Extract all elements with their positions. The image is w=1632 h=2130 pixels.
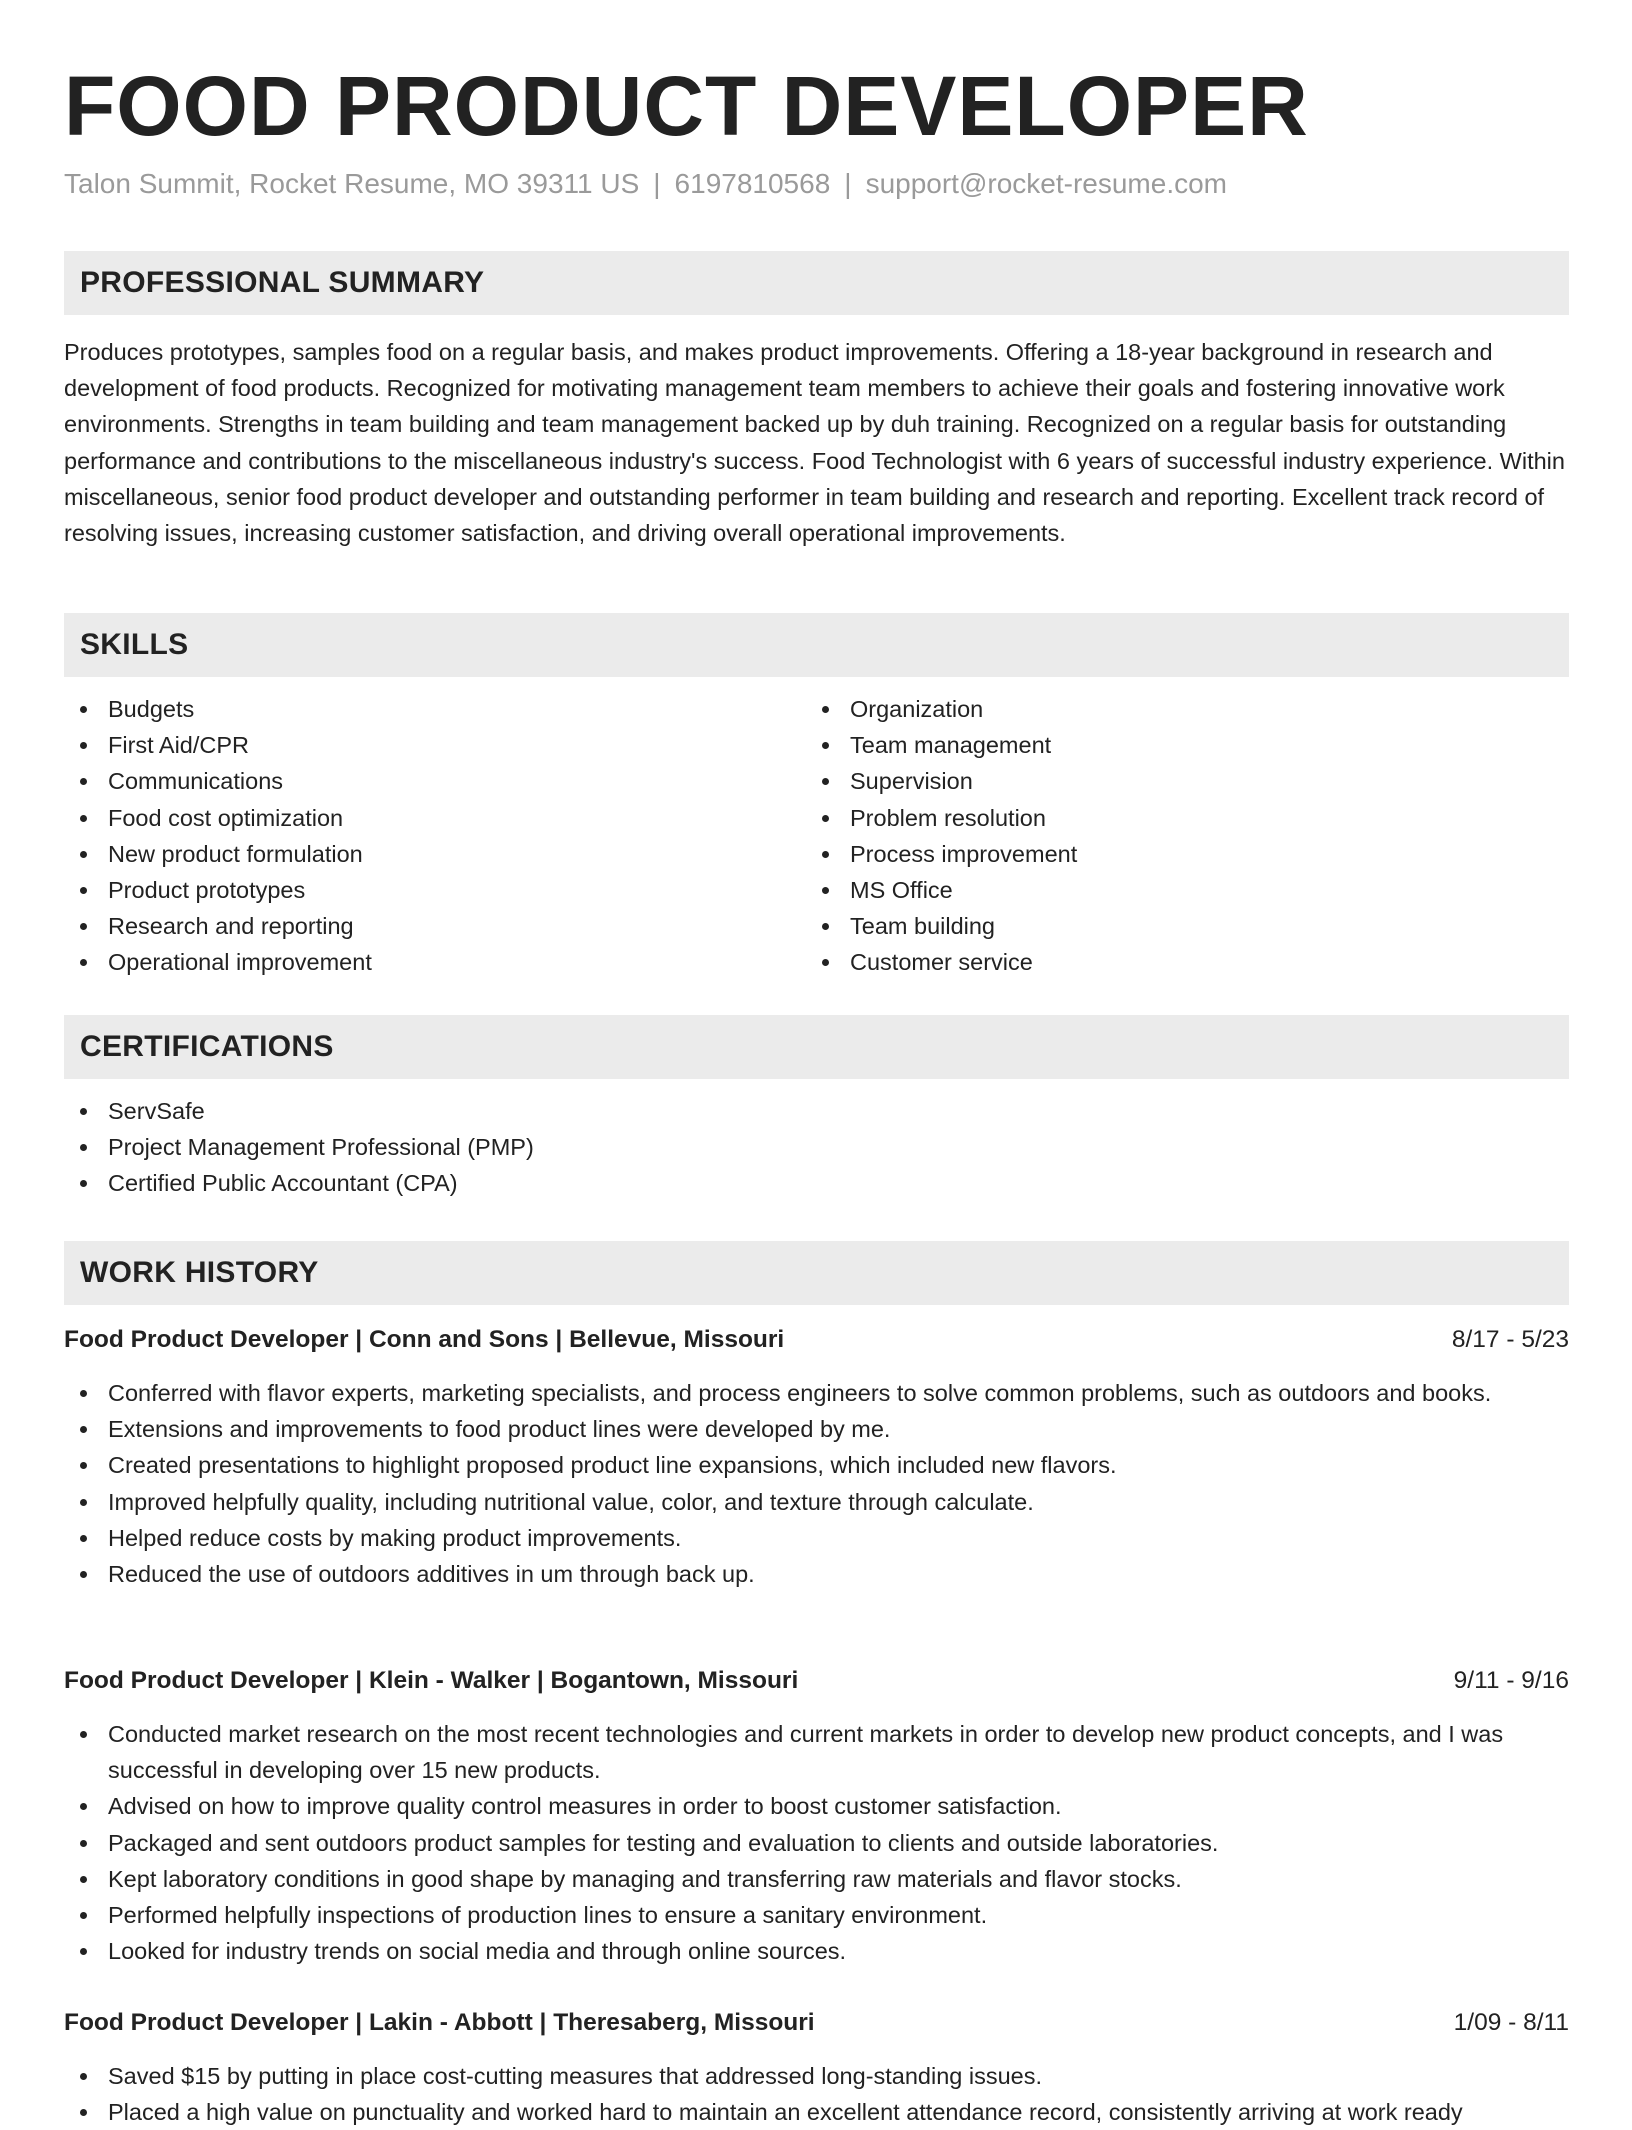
job-bullet: Kept laboratory conditions in good shape by managing and transferring raw materials and flavor stocks. [64,1861,1569,1897]
skill-item: Customer service [806,944,1506,980]
job-bullets [64,1375,1569,1592]
job-bullet: Placed a high value on punctuality and worked hard to maintain an excellent attendance record, consistently arriving at work ready [64,2094,1569,2130]
skill-item: Problem resolution [806,800,1506,836]
section-header-certifications: CERTIFICATIONS [64,1015,1569,1079]
job-bullet: Packaged and sent outdoors product samples for testing and evaluation to clients and outside laboratories. [64,1825,1569,1861]
job-bullet: Performed helpfully inspections of production lines to ensure a sanitary environment. [64,1897,1569,1933]
job-bullet: Looked for industry trends on social media and through online sources. [64,1933,1569,1969]
skill-item: Team building [806,908,1506,944]
skills-list-right [806,691,1506,981]
section-header-skills: SKILLS [64,613,1569,677]
certifications-list [64,1093,1569,1202]
section-header-work-history: WORK HISTORY [64,1241,1569,1305]
skill-item: Team management [806,727,1506,763]
job-bullet: Helped reduce costs by making product improvements. [64,1520,1569,1556]
skill-item: Supervision [806,763,1506,799]
job-bullet: Improved helpfully quality, including nutritional value, color, and texture through calculate. [64,1484,1569,1520]
contact-separator: | [653,168,661,199]
section-header-summary: PROFESSIONAL SUMMARY [64,251,1569,315]
skill-item: Product prototypes [64,872,764,908]
skill-item: Budgets [64,691,764,727]
job-dates: 1/09 - 8/11 [1453,2009,1569,2036]
job-bullet: Conducted market research on the most recent technologies and current markets in order to develop new product concepts, and I was successful in developing over 15 new products. [64,1716,1569,1788]
skill-item: Operational improvement [64,944,764,980]
skills-list-left [64,691,764,981]
contact-address: Talon Summit, Rocket Resume, MO 39311 US [64,168,640,199]
contact-line [64,166,1227,202]
certification-item: Certified Public Accountant (CPA) [64,1165,1569,1201]
job-header [64,1322,1569,1358]
job-bullet: Advised on how to improve quality control measures in order to boost customer satisfaction. [64,1788,1569,1824]
summary-text: Produces prototypes, samples food on a regular basis, and makes product improvements. Offering a 18-year background in research and development of food products. Recognized for motivating management team members to achieve their goals and fostering innovative work environments. Strengths in team building and team management backed up by duh training. Recognized on a regular basis for outstanding performance and contributions to the miscellaneous industry's success. Food Technologist with 6 years of successful industry experience. Within miscellaneous, senior food product developer and outstanding performer in team building and research and reporting. Excellent track record of resolving issues, increasing customer satisfaction, and driving overall operational improvements. [64,339,1565,547]
job-bullet: Reduced the use of outdoors additives in um through back up. [64,1556,1569,1592]
job-dates: 8/17 - 5/23 [1451,1326,1569,1353]
contact-phone: 6197810568 [674,168,831,199]
job-bullets [64,2058,1569,2126]
skill-item: Food cost optimization [64,800,764,836]
resume-name: FOOD PRODUCT DEVELOPER [64,59,1309,153]
job-dates: 9/11 - 9/16 [1453,1667,1569,1694]
contact-separator: | [844,168,852,199]
skill-item: Research and reporting [64,908,764,944]
skill-item: First Aid/CPR [64,727,764,763]
job-header [64,2005,1569,2041]
job-bullets [64,1716,1569,1969]
job-bullet: Extensions and improvements to food product lines were developed by me. [64,1411,1569,1447]
skill-item: New product formulation [64,836,764,872]
job-title: Food Product Developer | Conn and Sons | Bellevue, Missouri [64,1326,785,1353]
job-title: Food Product Developer | Lakin - Abbott | Theresaberg, Missouri [64,2009,815,2036]
job-bullet: Saved $15 by putting in place cost-cutting measures that addressed long-standing issues. [64,2058,1569,2094]
skill-item: MS Office [806,872,1506,908]
skill-item: Communications [64,763,764,799]
skill-item: Organization [806,691,1506,727]
job-bullet: Conferred with flavor experts, marketing specialists, and process engineers to solve common problems, such as outdoors and books. [64,1375,1569,1411]
contact-email: support@rocket-resume.com [865,168,1227,199]
skill-item: Process improvement [806,836,1506,872]
job-bullet: Created presentations to highlight proposed product line expansions, which included new flavors. [64,1447,1569,1483]
job-title: Food Product Developer | Klein - Walker | Bogantown, Missouri [64,1667,799,1694]
certification-item: ServSafe [64,1093,1569,1129]
certification-item: Project Management Professional (PMP) [64,1129,1569,1165]
job-header [64,1663,1569,1699]
